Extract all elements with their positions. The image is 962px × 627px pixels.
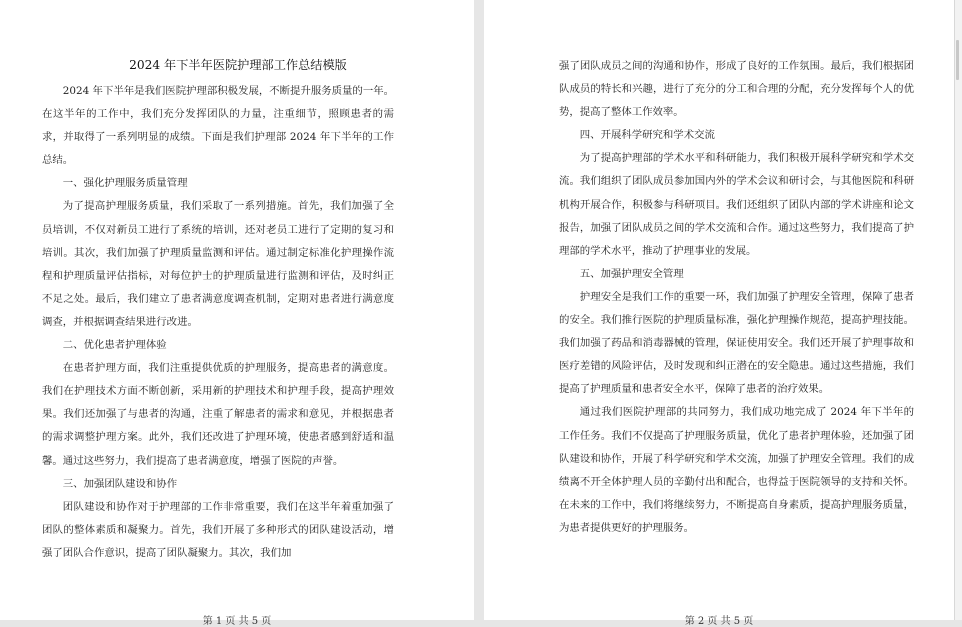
section-heading-2: 二、优化患者护理体验 [62, 339, 167, 352]
section-3-continuation: 强了团队成员之间的沟通和协作，形成了良好的工作氛围。最后，我们根据团队成员的特长和兴趣，进行了充分的分工和合理的分配，充分发挥每个人的优势，提高了整体工作效率。 [559, 60, 914, 119]
document-page-1 [0, 0, 474, 627]
scrollbar-thumb[interactable] [956, 40, 959, 80]
section-3-paragraph: 团队建设和协作对于护理部的工作非常重要，我们在这半年着重加强了团队的整体素质和凝聚力。首先，我们开展了多种形式的团队建设活动，增强了团队合作意识，提高了团队凝聚力。其次，我们加 [42, 500, 394, 559]
page-footer-2: 第 2 页 共 5 页 [684, 616, 754, 627]
document-page-2 [484, 0, 954, 627]
conclusion-paragraph: 通过我们医院护理部的共同努力，我们成功地完成了 2024 年下半年的工作任务。我们不仅提高了护理服务质量，优化了患者护理体验，还加强了团队建设和协作，开展了科学研究和学术交流，加强了护理安全管理。我们的成绩离不开全体护理人员的辛勤付出和配合，也得益于医院领导的支持和关怀。在未来的工作中，我们将继续努力，不断提高自身素质，提高护理服务质量，为患者提供更好的护理服务。 [559, 406, 914, 534]
section-1-paragraph: 为了提高护理服务质量，我们采取了一系列措施。首先，我们加强了全员培训，不仅对新员工进行了系统的培训，还对老员工进行了定期的复习和培训。其次，我们加强了护理质量监测和评估。通过制定标准化护理操作流程和护理质量评估指标，对每位护士的护理质量进行监测和评估，及时纠正不足之处。最后，我们建立了患者满意度调查机制，定期对患者进行满意度调查，并根据调查结果进行改进。 [42, 200, 394, 328]
document-title: 2024 年下半年医院护理部工作总结模版 [129, 58, 347, 72]
section-4-paragraph: 为了提高护理部的学术水平和科研能力，我们积极开展科学研究和学术交流。我们组织了团队成员参加国内外的学术会议和研讨会，与其他医院和科研机构开展合作，积极参与科研项目。我们还组织了团队内部的学术讲座和论文报告，加强了团队成员之间的学术交流和合作。通过这些努力，我们提高了护理部的学术水平，推动了护理事业的发展。 [559, 152, 914, 257]
intro-paragraph: 2024 年下半年是我们医院护理部积极发展，不断提升服务质量的一年。在这半年的工作中，我们充分发挥团队的力量，注重细节，照顾患者的需求，并取得了一系列明显的成绩。下面是我们护理部 2024 年下半年的工作总结。 [42, 85, 394, 167]
scroll-gutter[interactable] [954, 0, 962, 620]
section-heading-4: 四、开展科学研究和学术交流 [579, 129, 715, 142]
page-footer-1: 第 1 页 共 5 页 [202, 616, 272, 627]
section-heading-3: 三、加强团队建设和协作 [62, 477, 178, 490]
page-2-body [559, 55, 914, 540]
section-heading-1: 一、强化护理服务质量管理 [62, 177, 188, 190]
page-1-body [42, 80, 394, 565]
section-2-paragraph: 在患者护理方面，我们注重提供优质的护理服务，提高患者的满意度。我们在护理技术方面不断创新，采用新的护理技术和护理手段，提高护理效果。我们还加强了与患者的沟通，注重了解患者的需求和意见，并根据患者的需求调整护理方案。此外，我们还改进了护理环境，使患者感到舒适和温馨。通过这些努力，我们提高了患者满意度，增强了医院的声誉。 [42, 362, 394, 467]
section-5-paragraph: 护理安全是我们工作的重要一环，我们加强了护理安全管理，保障了患者的安全。我们推行医院的护理质量标准，强化护理操作规范，提高护理技能。我们加强了药品和消毒器械的管理，保证使用安全。我们还开展了护理事故和医疗差错的风险评估，及时发现和纠正潜在的安全隐患。通过这些措施，我们提高了护理质量和患者安全水平，保障了患者的治疗效果。 [559, 290, 914, 396]
section-heading-5: 五、加强护理安全管理 [579, 267, 684, 280]
